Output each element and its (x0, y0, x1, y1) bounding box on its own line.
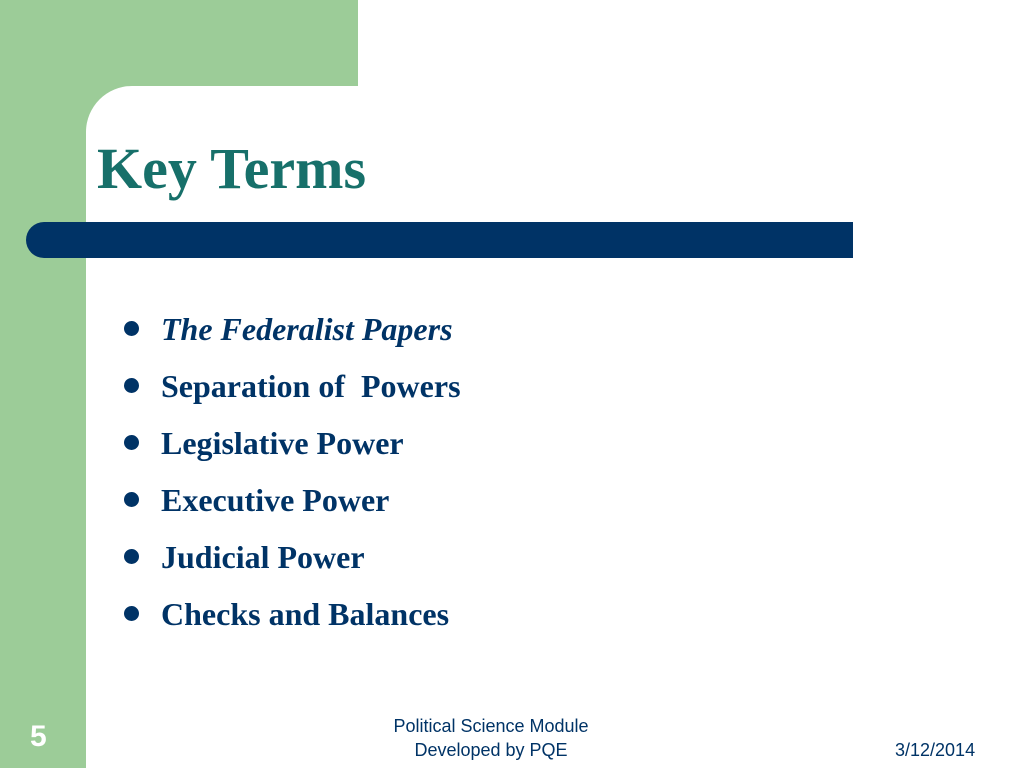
bullet-text: Separation of Powers (161, 367, 461, 404)
bullet-text: Legislative Power (161, 424, 404, 461)
bullet-dot-icon (124, 321, 139, 336)
bullet-dot-icon (124, 378, 139, 393)
key-terms-list (120, 300, 461, 642)
bullet-text: Judicial Power (161, 538, 365, 575)
footer-date: 3/12/2014 (895, 740, 976, 760)
title-underline-bar (26, 222, 853, 258)
list-item (120, 300, 461, 357)
bullet-dot-icon (124, 435, 139, 450)
slide-number: 5 (30, 720, 47, 753)
bullet-text: Executive Power (161, 481, 390, 518)
list-item (120, 414, 461, 471)
list-item (120, 528, 461, 585)
list-item (120, 471, 461, 528)
slide-title: Key Terms (97, 136, 367, 201)
list-item (120, 357, 461, 414)
bullet-text: The Federalist Papers (161, 310, 453, 347)
bullet-text: Checks and Balances (161, 595, 450, 632)
bullet-dot-icon (124, 606, 139, 621)
footer-module-info (360, 714, 622, 762)
bullet-dot-icon (124, 549, 139, 564)
footer-module-line2: Developed by PQE (414, 740, 568, 760)
list-item (120, 585, 461, 642)
bullet-dot-icon (124, 492, 139, 507)
footer-module-line1: Political Science Module (393, 716, 589, 736)
